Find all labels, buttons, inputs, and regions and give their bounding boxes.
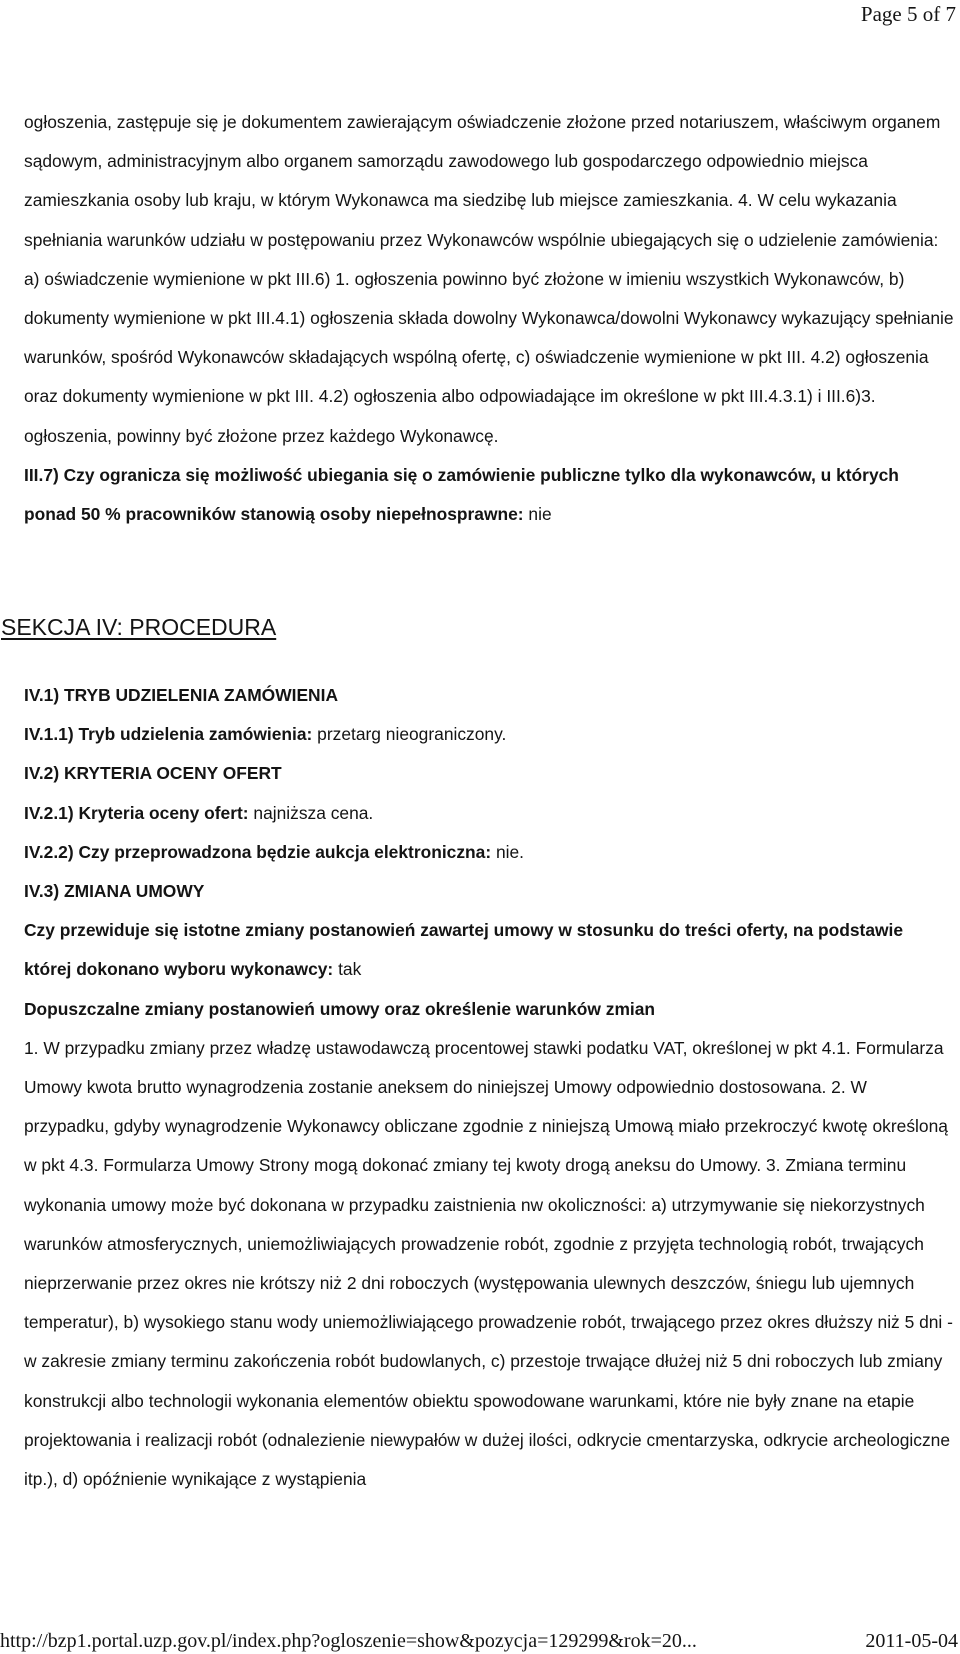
iv1-heading: IV.1) TRYB UDZIELENIA ZAMÓWIENIA	[24, 685, 339, 705]
footer-date: 2011-05-04	[865, 1630, 958, 1652]
iv2-heading: IV.2) KRYTERIA OCENY OFERT	[24, 763, 282, 784]
iv3-sub-heading: Dopuszczalne zmiany postanowień umowy oraz określenie warunków zmian	[24, 998, 656, 1019]
footer-url: http://bzp1.portal.uzp.gov.pl/index.php?ogloszenie=show&pozycja=129299&rok=20...	[0, 1630, 697, 1652]
section-iv-heading: SEKCJA IV: PROCEDURA	[1, 614, 277, 640]
paragraph-consortium-requirements: ogłoszenia, zastępuje się je dokumentem zawierającym oświadczenie złożone przed notariuszem, właściwym organem sądowym, administracyjnym albo organem samorządu zawodowego lub gospodarczego odpowiednio miejsca zamieszkania osoby lub kraju, w którym Wykonawca ma siedzibę lub miejsce zamieszkania. 4. W celu wykazania spełniania warunków udziału w postępowaniu przez Wykonawców wspólnie ubiegających się o udzielenie zamówienia: a) oświadczenie wymienione w pkt III.6) 1. ogłoszenia powinno być złożone w imieniu wszystkich Wykonawców, b) dokumenty wymienione w pkt III.4.1) ogłoszenia składa dowolny Wykonawca/dowolni Wykonawcy wykazujący spełnianie warunków, spośród Wykonawców składających wspólną ofertę, c) oświadczenie wymienione w pkt III. 4.2) ogłoszenia oraz dokumenty wymienione w pkt III. 4.2) ogłoszenia albo odpowiadające im określone w pkt III.4.3.1) i III.6)3. ogłoszenia, powinny być złożone przez każdego Wykonawcę.	[24, 112, 954, 446]
page-footer	[0, 1628, 958, 1654]
iv21-line	[24, 794, 954, 833]
iv3-heading: IV.3) ZMIANA UMOWY	[24, 881, 205, 902]
iv11-value: przetarg nieograniczony.	[312, 724, 507, 745]
iv22-value: nie.	[491, 841, 524, 862]
page-number: Page 5 of 7	[860, 2, 956, 26]
iv22-line	[24, 833, 954, 872]
iv3-contract-changes-text: 1. W przypadku zmiany przez władzę ustawodawczą procentowej stawki podatku VAT, określonej w pkt 4.1. Formularza Umowy kwota brutto wynagrodzenia zostanie aneksem do niniejszej Umowy odpowiednio dostosowana. 2. W przypadku, gdyby wynagrodzenie Wykonawcy obliczane zgodnie z niniejszą Umową miało przekroczyć kwotę określoną w pkt 4.3. Formularza Umowy Strony mogą dokonać zmiany tej kwoty drogą aneksu do Umowy. 3. Zmiana terminu wykonania umowy może być dokonana w przypadku zaistnienia nw okoliczności: a) utrzymywanie się niekorzystnych warunków atmosferycznych, uniemożliwiających prowadzenie robót, zgodnie z przyjęta technologią robót, trwających nieprzerwanie przez okres nie krótszy niż 2 dni roboczych (występowania ulewnych deszczów, śniegu lub ujemnych temperatur), b) wysokiego stanu wody uniemożliwiającego prowadzenie robót, trwającego przez okres dłuższy niż 5 dni - w zakresie zmiany terminu zakończenia robót budowlanych, c) przestoje trwające dłużej niż 5 dni roboczych lub zmiany konstrukcji albo technologii wykonania elementów obiektu spowodowane warunkami, które nie były znane na etapie projektowania i realizacji robót (odnalezienie niewypałów w dużej ilości, odkrycie cmentarzyska, odkrycie archeologiczne itp.), d) opóźnienie wynikające z wystąpienia	[24, 1037, 953, 1490]
iv3-question	[24, 911, 954, 989]
iv3-question-label: Czy przewiduje się istotne zmiany postanowień zawartej umowy w stosunku do treści oferty, na podstawie której dokonano wyboru wykonawcy:	[24, 920, 904, 980]
question-iii7-label: III.7) Czy ogranicza się możliwość ubiegania się o zamówienie publiczne tylko dla wykonawców, u których ponad 50 % pracowników stanowią osoby niepełnosprawne:	[24, 464, 899, 525]
iv11-label: IV.1.1) Tryb udzielenia zamówienia:	[24, 724, 313, 745]
question-iii7-answer: nie	[523, 504, 552, 525]
iv11-line	[24, 715, 954, 754]
iv3-question-value: tak	[333, 959, 362, 980]
question-iii7	[24, 456, 954, 534]
procedure-section	[24, 676, 954, 1499]
iv21-label: IV.2.1) Kryteria oceny ofert:	[24, 802, 249, 823]
document-body	[24, 103, 954, 534]
iv22-label: IV.2.2) Czy przeprowadzona będzie aukcja elektroniczna:	[24, 841, 492, 862]
iv21-value: najniższa cena.	[248, 802, 374, 823]
